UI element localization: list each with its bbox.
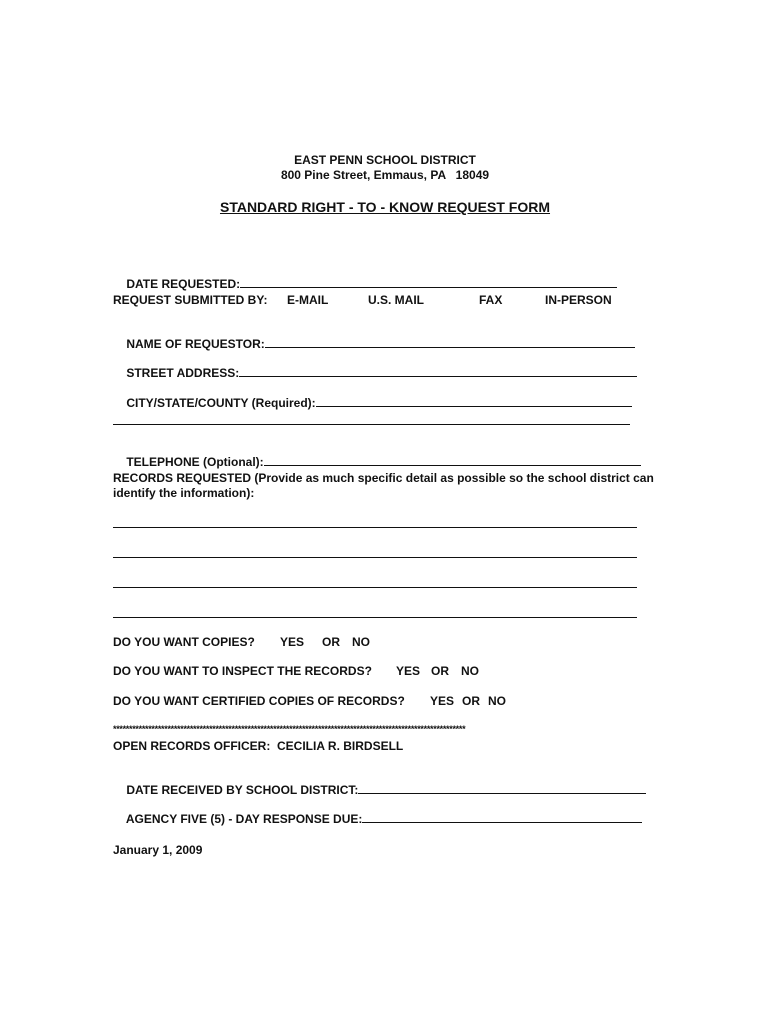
records-line-1[interactable]	[113, 527, 637, 528]
date-received-line[interactable]	[358, 783, 646, 794]
records-line-4[interactable]	[113, 617, 637, 618]
records-line-3[interactable]	[113, 587, 637, 588]
city-state-county-field[interactable]	[113, 382, 632, 424]
date-received-label: DATE RECEIVED BY SCHOOL DISTRICT:	[126, 783, 359, 797]
district-name: EAST PENN SCHOOL DISTRICT	[294, 153, 476, 167]
address-continuation-line[interactable]	[113, 424, 630, 425]
method-email[interactable]: E-MAIL	[287, 293, 329, 307]
form-title: STANDARD RIGHT - TO - KNOW REQUEST FORM	[219, 199, 551, 215]
telephone-label: TELEPHONE (Optional):	[126, 455, 264, 469]
records-requested-label: RECORDS REQUESTED (Provide as much specific detail as possible so the school district can identify the information):	[113, 471, 654, 500]
city-state-county-label: CITY/STATE/COUNTY (Required):	[126, 396, 316, 410]
response-due-label: AGENCY FIVE (5) - DAY RESPONSE DUE:	[125, 812, 363, 826]
response-due-line[interactable]	[362, 812, 642, 823]
requestor-name-label: NAME OF REQUESTOR:	[126, 337, 265, 351]
submitted-by-label: REQUEST SUBMITTED BY:	[113, 293, 268, 307]
requestor-name-line[interactable]	[265, 337, 635, 348]
separator: **************************************************************************************************************	[113, 724, 466, 734]
street-address-line[interactable]	[239, 366, 637, 377]
city-state-county-line[interactable]	[316, 396, 632, 407]
copies-question: DO YOU WANT COPIES?	[113, 635, 255, 649]
form-date: January 1, 2009	[113, 843, 203, 857]
records-officer: OPEN RECORDS OFFICER: CECILIA R. BIRDSELL	[113, 739, 404, 753]
inspect-question: DO YOU WANT TO INSPECT THE RECORDS?	[113, 664, 372, 678]
inspect-no[interactable]: NO	[461, 664, 479, 678]
copies-or: OR	[322, 635, 340, 649]
date-requested-label: DATE REQUESTED:	[126, 277, 241, 291]
records-line-2[interactable]	[113, 557, 637, 558]
telephone-line[interactable]	[264, 455, 641, 466]
district-address: 800 Pine Street, Emmaus, PA 18049	[280, 168, 490, 182]
street-address-label: STREET ADDRESS:	[126, 366, 240, 380]
method-us-mail[interactable]: U.S. MAIL	[368, 293, 424, 307]
copies-yes[interactable]: YES	[280, 635, 305, 649]
certified-yes[interactable]: YES	[430, 694, 455, 708]
copies-no[interactable]: NO	[352, 635, 370, 649]
certified-question: DO YOU WANT CERTIFIED COPIES OF RECORDS?	[113, 694, 405, 708]
method-in-person[interactable]: IN-PERSON	[545, 293, 612, 307]
certified-or: OR	[462, 694, 480, 708]
inspect-yes[interactable]: YES	[396, 664, 421, 678]
certified-no[interactable]: NO	[488, 694, 506, 708]
date-requested-line[interactable]	[240, 277, 617, 288]
inspect-or: OR	[431, 664, 449, 678]
method-fax[interactable]: FAX	[479, 293, 503, 307]
response-due-field[interactable]	[113, 798, 642, 840]
